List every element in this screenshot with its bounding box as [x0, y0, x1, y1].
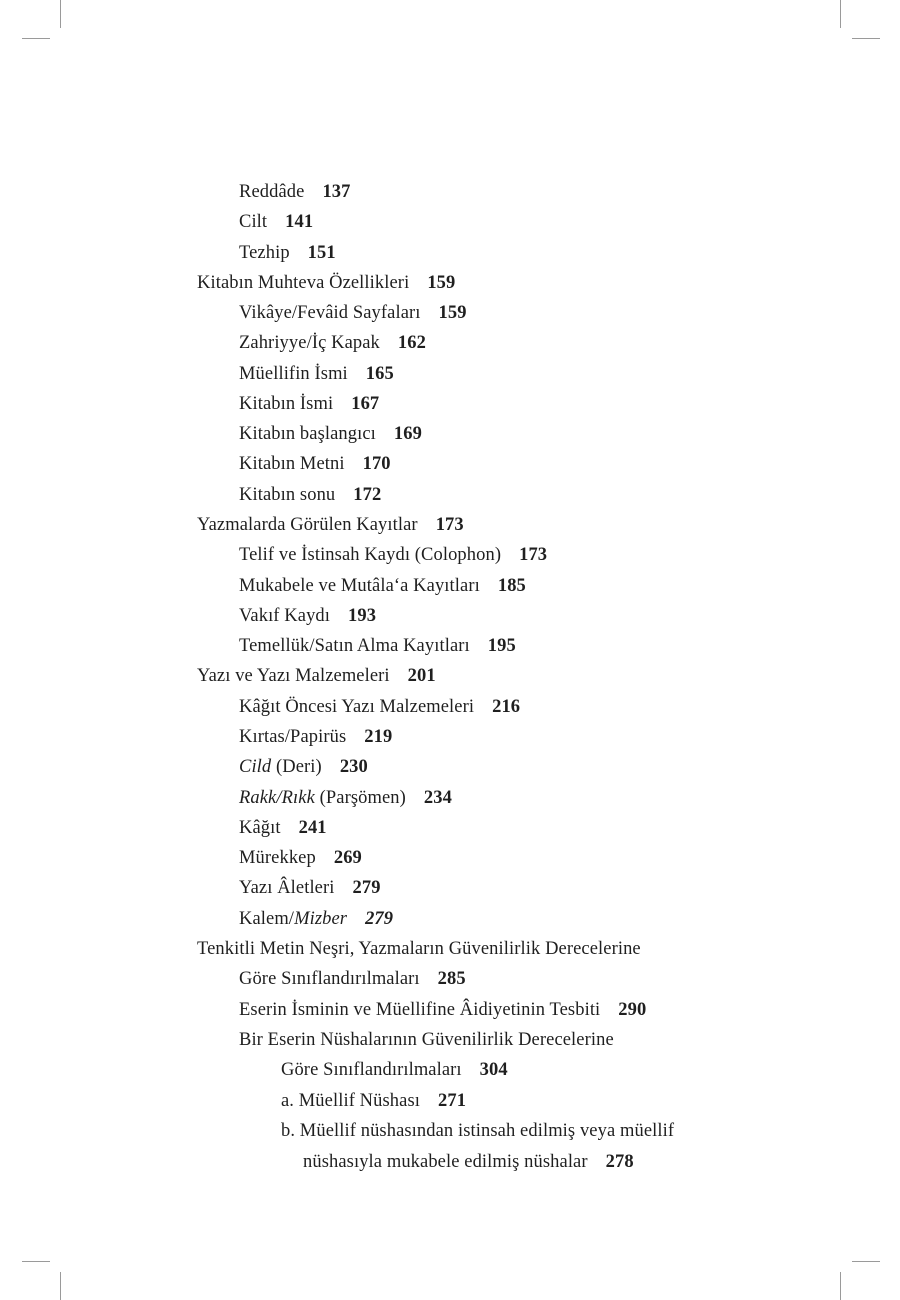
toc-page-number: 234 — [423, 788, 452, 808]
toc-entry[interactable] — [239, 817, 327, 839]
toc-page-number: 201 — [407, 666, 436, 686]
toc-entry[interactable] — [239, 726, 392, 748]
crop-mark — [60, 1272, 61, 1300]
toc-entry[interactable] — [239, 908, 393, 930]
crop-mark — [840, 1272, 841, 1300]
toc-page-number: 269 — [333, 848, 362, 868]
toc-page-number: 185 — [497, 576, 526, 596]
toc-page-number: 279 — [365, 909, 394, 929]
crop-mark — [22, 38, 50, 39]
toc-title: Yazı ve Yazı Malzemeleri — [197, 666, 390, 686]
crop-mark — [22, 1261, 50, 1262]
toc-page-number: 159 — [438, 303, 467, 323]
toc-title: nüshasıyla mukabele edilmiş nüshalar — [303, 1152, 588, 1172]
toc-title: (Parşömen) — [314, 788, 406, 808]
toc-entry[interactable] — [239, 787, 452, 809]
crop-mark — [60, 0, 61, 28]
toc-title: Göre Sınıflandırılmaları — [281, 1060, 462, 1080]
toc-title: (Deri) — [271, 757, 322, 777]
toc-title: Kalem/ — [239, 909, 295, 929]
toc-title: Zahriyye/İç Kapak — [239, 333, 380, 353]
toc-entry[interactable] — [281, 1059, 508, 1081]
toc-entry[interactable] — [239, 635, 516, 657]
toc-title: Kitabın başlangıcı — [239, 424, 376, 444]
toc-page-number: 271 — [438, 1091, 467, 1111]
toc-page-number: 216 — [492, 697, 521, 717]
toc-entry[interactable] — [281, 1120, 674, 1142]
toc-entry[interactable] — [239, 575, 526, 597]
toc-entry[interactable] — [239, 393, 379, 415]
toc-title: Mukabele ve Mutâlaʻa Kayıtları — [239, 576, 480, 596]
toc-title: Kitabın sonu — [239, 485, 336, 505]
toc-entry[interactable] — [239, 544, 547, 566]
toc-title-italic: Rakk/Rıkk — [239, 788, 315, 808]
toc-title: Tenkitli Metin Neşri, Yazmaların Güvenilirlik Derecelerine — [197, 939, 641, 959]
toc-page-number: 304 — [479, 1060, 508, 1080]
toc-title: Mürekkep — [239, 848, 316, 868]
toc-entry[interactable] — [239, 1029, 614, 1051]
toc-title: Kırtas/Papirüs — [239, 727, 347, 747]
toc-entry[interactable] — [239, 211, 313, 233]
crop-mark — [840, 0, 841, 28]
toc-page-number: 170 — [362, 454, 391, 474]
toc-entry[interactable] — [239, 363, 394, 385]
toc-title-italic: Cild — [239, 757, 272, 777]
toc-page-number: 241 — [298, 818, 327, 838]
toc-title: Reddâde — [239, 182, 305, 202]
toc-title: Kitabın Muhteva Özellikleri — [197, 273, 410, 293]
toc-title: Eserin İsminin ve Müellifine Âidiyetinin Tesbiti — [239, 1000, 601, 1020]
toc-page-number: 193 — [348, 606, 377, 626]
toc-title: Temellük/Satın Alma Kayıtları — [239, 636, 470, 656]
toc-page-number: 167 — [351, 394, 380, 414]
toc-page-number: 165 — [365, 364, 394, 384]
toc-page-number: 159 — [427, 273, 456, 293]
toc-title-italic: Mizber — [294, 909, 348, 929]
toc-page-number: 173 — [435, 515, 464, 535]
toc-entry[interactable] — [197, 938, 641, 960]
toc-title: Müellifin İsmi — [239, 364, 348, 384]
toc-page-number: 162 — [397, 333, 426, 353]
toc-entry[interactable] — [239, 453, 391, 475]
toc-entry[interactable] — [239, 696, 520, 718]
toc-entry[interactable] — [239, 242, 336, 264]
toc-title: a. Müellif Nüshası — [281, 1091, 420, 1111]
toc-page-number: 290 — [618, 1000, 647, 1020]
toc-page-number: 141 — [285, 212, 314, 232]
toc-entry[interactable] — [239, 181, 351, 203]
toc-entry[interactable] — [239, 302, 467, 324]
crop-mark — [852, 1261, 880, 1262]
toc-page-number: 173 — [519, 545, 548, 565]
toc-entry[interactable] — [239, 756, 368, 778]
toc-title: Yazmalarda Görülen Kayıtlar — [197, 515, 418, 535]
toc-entry[interactable] — [197, 665, 436, 687]
toc-title: Tezhip — [239, 243, 290, 263]
toc-entry[interactable] — [239, 847, 362, 869]
toc-title: Vikâye/Fevâid Sayfaları — [239, 303, 421, 323]
toc-title: b. Müellif nüshasından istinsah edilmiş veya müellif — [281, 1121, 675, 1141]
toc-entry[interactable] — [197, 272, 455, 294]
toc-title: Göre Sınıflandırılmaları — [239, 969, 420, 989]
toc-page-number: 230 — [339, 757, 368, 777]
toc-page-number: 172 — [353, 485, 382, 505]
toc-page-number: 195 — [487, 636, 516, 656]
toc-title: Kitabın Metni — [239, 454, 345, 474]
toc-page-number: 285 — [437, 969, 466, 989]
toc-entry[interactable] — [239, 605, 376, 627]
toc-page-number: 279 — [352, 878, 381, 898]
toc-entry[interactable] — [239, 999, 646, 1021]
toc-title: Kitabın İsmi — [239, 394, 334, 414]
toc-title: Telif ve İstinsah Kaydı (Colophon) — [239, 545, 502, 565]
toc-page-number: 219 — [364, 727, 393, 747]
crop-mark — [852, 38, 880, 39]
toc-page-number: 151 — [307, 243, 336, 263]
toc-title: Vakıf Kaydı — [239, 606, 331, 626]
toc-entry[interactable] — [197, 514, 464, 536]
toc-title: Kâğıt — [239, 818, 281, 838]
toc-page-number: 169 — [393, 424, 422, 444]
toc-entry[interactable] — [239, 332, 426, 354]
toc-title: Bir Eserin Nüshalarının Güvenilirlik Derecelerine — [239, 1030, 614, 1050]
toc-page-number: 278 — [605, 1152, 634, 1172]
toc-page-number: 137 — [322, 182, 351, 202]
toc-entry[interactable] — [303, 1151, 634, 1173]
toc-entry[interactable] — [239, 877, 381, 899]
toc-title: Cilt — [239, 212, 268, 232]
toc-entry[interactable] — [281, 1090, 466, 1112]
toc-entry[interactable] — [239, 423, 422, 445]
toc-title: Kâğıt Öncesi Yazı Malzemeleri — [239, 697, 475, 717]
toc-entry[interactable] — [239, 968, 466, 990]
toc-title: Yazı Âletleri — [239, 878, 335, 898]
toc-entry[interactable] — [239, 484, 381, 506]
